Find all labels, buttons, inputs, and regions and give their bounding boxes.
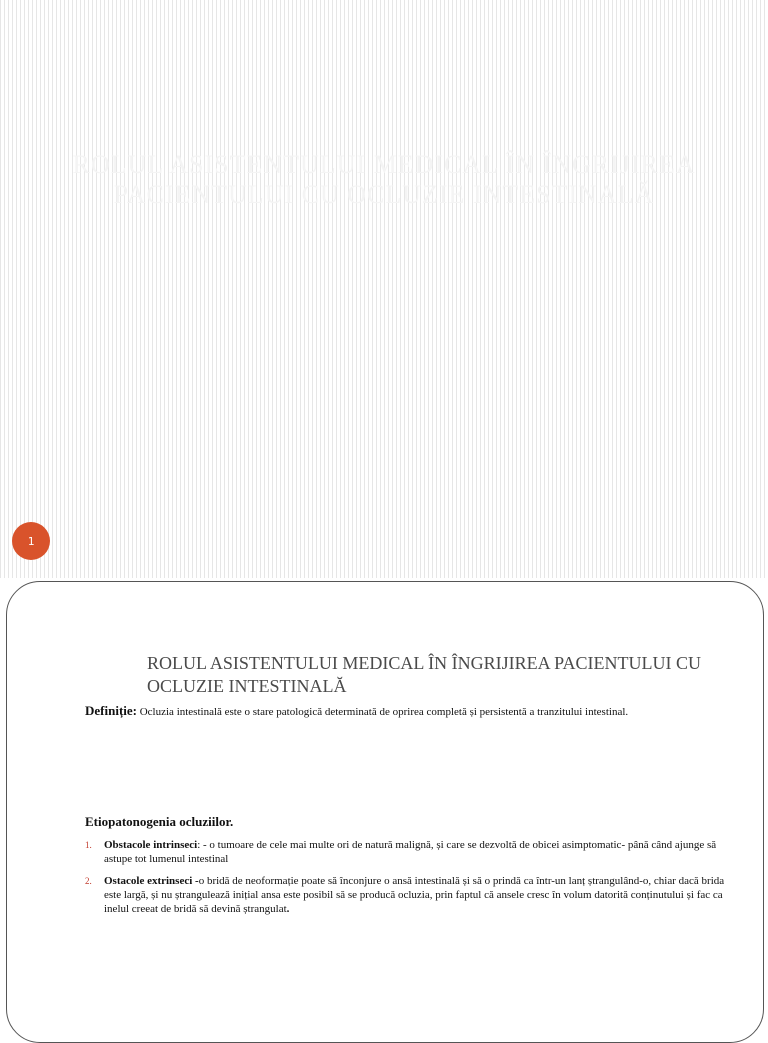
definition-paragraph [85,702,745,720]
content-slide-title [147,652,747,698]
list-item-text: o bridă de neoformație poate să înconjure o ansă intestinală și să o prindă ca într-un lanț ștrangulând-o, chiar dacă brida este largă, și nu ștrangulează inițial ansa este posibil să se producă ocluzia, prin faptul că ansele cresc în volum datorită conținutului și fac ca inelul creeat de bridă să devină ștrangulat [104,875,725,915]
list-item-text: : - o tumoare de cele mai multe ori de natură malignă, și care se dezvoltă de obicei asimptomatic- până când ajunge să astupe tot lumenul intestinal [104,839,717,865]
list-item [85,838,735,866]
definition-label: Definiție: [85,703,137,718]
list-item-term: Ostacole extrinseci - [104,875,199,887]
list-item-term: Obstacole intrinseci [104,839,198,851]
definition-text: Ocluzia intestinală este o stare patologică determinată de oprirea completă și persistentă a tranzitului intestinal. [136,706,629,718]
content-slide [6,581,764,1043]
list-item-end: . [286,903,290,915]
section-heading: Etiopatonogenia ocluziilor. [85,814,234,829]
list-item-number: 2. [85,876,92,886]
list-item-number: 1. [85,840,92,850]
title-slide-heading-line1: ROLUL ASISTENTULUI MEDICAL ÎN ÎNGRIJIREA [72,150,696,179]
title-slide-heading-line2: PACIENTULUI CU OCLUZIE INTESTINALĂ [113,180,655,209]
list-item [85,874,735,916]
content-slide-title-line2: OCLUZIE INTESTINALĂ [147,676,347,696]
title-slide-heading [40,150,728,210]
content-slide-title-line1: ROLUL ASISTENTULUI MEDICAL ÎN ÎNGRIJIREA PACIENTULUI CU [147,653,701,673]
causes-list [85,838,735,924]
page-number-badge: 1 [12,522,50,560]
